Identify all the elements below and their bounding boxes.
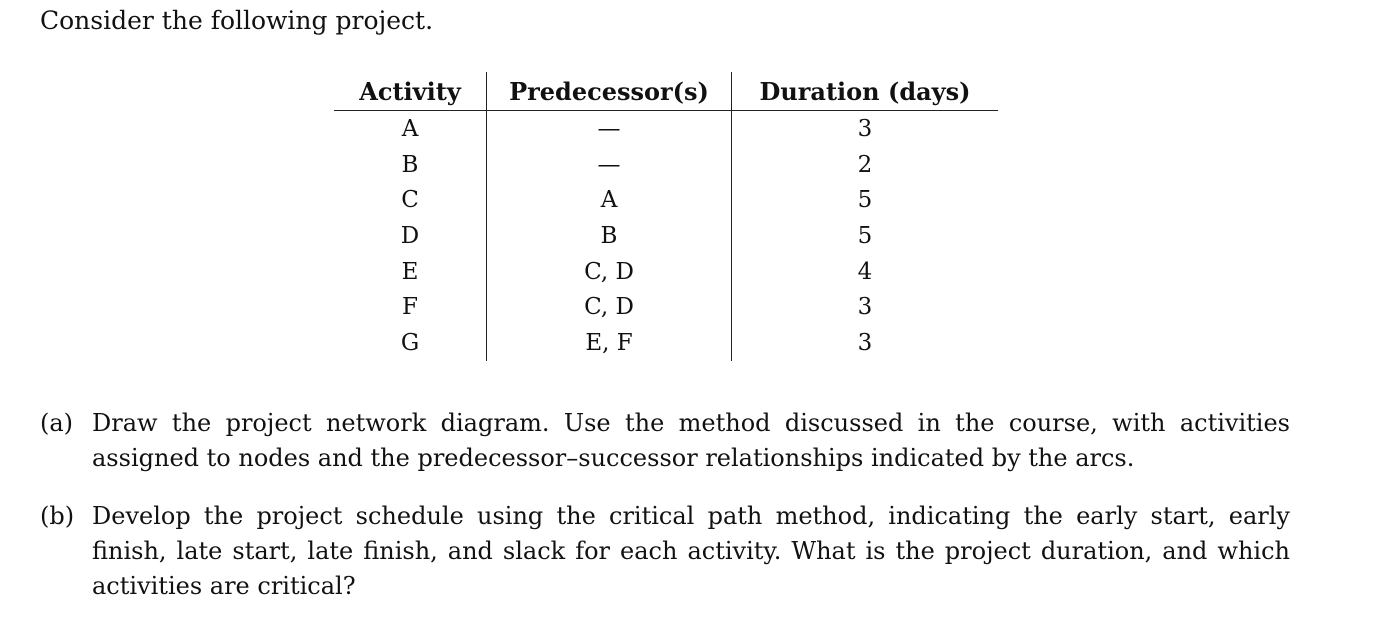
cell-predecessors: B — [487, 218, 732, 254]
cell-duration: 5 — [732, 218, 999, 254]
table-row — [334, 147, 998, 183]
cell-activity: E — [401, 258, 419, 285]
question-parts — [40, 406, 1290, 627]
cell-duration: 3 — [732, 289, 999, 325]
cell-duration: 3 — [732, 111, 999, 147]
cell-predecessors: C, D — [487, 254, 732, 290]
table-row — [334, 325, 998, 361]
activity-table — [334, 72, 998, 361]
cell-predecessors: A — [487, 182, 732, 218]
cell-activity: G — [400, 329, 420, 356]
cell-duration: 3 — [732, 325, 999, 361]
part-text: Develop the project schedule using the critical path method, indicating the early start, early finish, late start, late finish, and slack for each activity. What is the project duration, and which activities are critical? — [92, 502, 1290, 600]
table-row — [334, 111, 998, 147]
table-row — [334, 218, 998, 254]
intro-text: Consider the following project. — [40, 6, 434, 35]
table-row — [334, 289, 998, 325]
header-activity: Activity — [334, 72, 487, 111]
part-label: (b) — [40, 502, 75, 530]
cell-predecessors: E, F — [487, 325, 732, 361]
cell-activity: B — [401, 151, 419, 178]
cell-predecessors: C, D — [487, 289, 732, 325]
cell-activity: A — [401, 115, 419, 142]
part-text: Draw the project network diagram. Use the method discussed in the course, with activities assigned to nodes and the predecessor–successor relationships indicated by the arcs. — [92, 409, 1290, 472]
part-label: (a) — [40, 409, 74, 437]
cell-duration: 2 — [732, 147, 999, 183]
table-header-row — [334, 72, 998, 111]
question-part-b — [40, 499, 1290, 604]
cell-duration: 4 — [732, 254, 999, 290]
cell-activity: C — [401, 187, 419, 214]
table-row — [334, 182, 998, 218]
cell-activity: F — [402, 294, 418, 321]
question-part-a — [40, 406, 1290, 476]
table-row — [334, 254, 998, 290]
cell-predecessors: — — [487, 147, 732, 183]
header-duration: Duration (days) — [732, 72, 999, 111]
cell-activity: D — [400, 222, 420, 249]
cell-predecessors: — — [487, 111, 732, 147]
cell-duration: 5 — [732, 182, 999, 218]
header-predecessors: Predecessor(s) — [487, 72, 732, 111]
